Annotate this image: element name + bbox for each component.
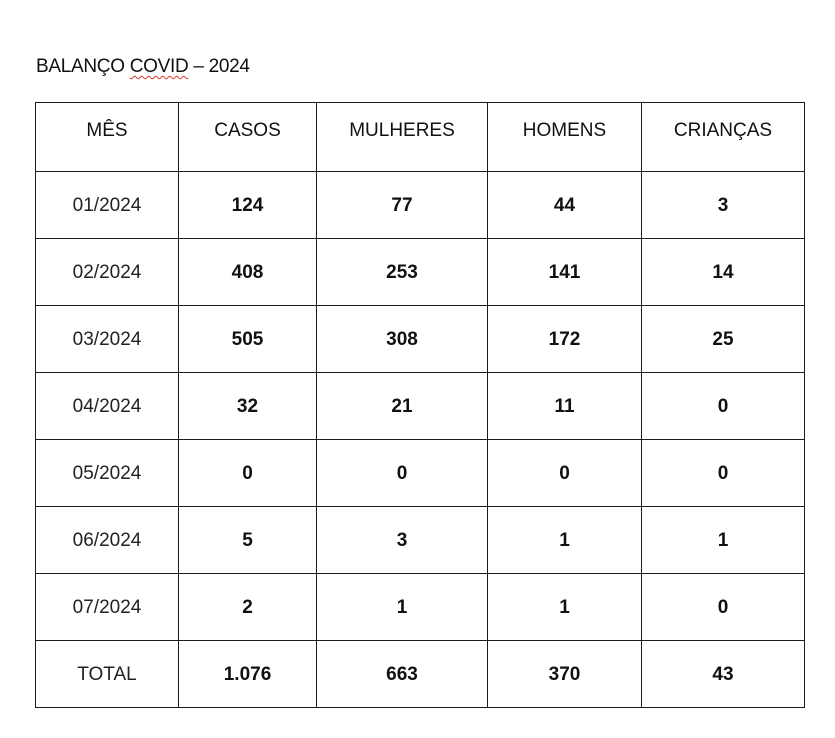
cell-mulheres[interactable]: 1 <box>317 574 488 641</box>
cell-homens[interactable]: 1 <box>488 507 642 574</box>
table-row <box>36 440 805 507</box>
cell-criancas[interactable]: 25 <box>642 306 805 373</box>
cell-mes[interactable]: 05/2024 <box>36 440 179 507</box>
cell-criancas[interactable]: 0 <box>642 373 805 440</box>
cell-criancas[interactable]: 0 <box>642 574 805 641</box>
table-row <box>36 172 805 239</box>
cell-total-label[interactable]: TOTAL <box>36 641 179 708</box>
cell-homens[interactable]: 11 <box>488 373 642 440</box>
cell-criancas[interactable]: 0 <box>642 440 805 507</box>
covid-table <box>35 102 805 708</box>
cell-mes[interactable]: 01/2024 <box>36 172 179 239</box>
cell-total-homens[interactable]: 370 <box>488 641 642 708</box>
cell-criancas[interactable]: 1 <box>642 507 805 574</box>
cell-casos[interactable]: 408 <box>179 239 317 306</box>
cell-criancas[interactable]: 3 <box>642 172 805 239</box>
cell-mulheres[interactable]: 3 <box>317 507 488 574</box>
header-casos[interactable]: CASOS <box>179 103 317 172</box>
cell-homens[interactable]: 0 <box>488 440 642 507</box>
cell-mes[interactable]: 07/2024 <box>36 574 179 641</box>
cell-total-mulheres[interactable]: 663 <box>317 641 488 708</box>
cell-mes[interactable]: 03/2024 <box>36 306 179 373</box>
cell-mulheres[interactable]: 253 <box>317 239 488 306</box>
cell-criancas[interactable]: 14 <box>642 239 805 306</box>
cell-mes[interactable]: 02/2024 <box>36 239 179 306</box>
document-title <box>36 56 250 78</box>
cell-homens[interactable]: 141 <box>488 239 642 306</box>
cell-casos[interactable]: 0 <box>179 440 317 507</box>
title-word-spellcheck[interactable]: COVID <box>129 56 189 77</box>
cell-casos[interactable]: 32 <box>179 373 317 440</box>
header-row <box>36 103 805 172</box>
cell-mes[interactable]: 06/2024 <box>36 507 179 574</box>
table-row <box>36 373 805 440</box>
table-row <box>36 239 805 306</box>
cell-mulheres[interactable]: 77 <box>317 172 488 239</box>
cell-mulheres[interactable]: 21 <box>317 373 488 440</box>
cell-casos[interactable]: 505 <box>179 306 317 373</box>
cell-total-casos[interactable]: 1.076 <box>179 641 317 708</box>
cell-homens[interactable]: 172 <box>488 306 642 373</box>
title-prefix: BALANÇO <box>36 56 130 77</box>
cell-casos[interactable]: 124 <box>179 172 317 239</box>
cell-mulheres[interactable]: 0 <box>317 440 488 507</box>
header-homens[interactable]: HOMENS <box>488 103 642 172</box>
header-criancas[interactable]: CRIANÇAS <box>642 103 805 172</box>
cell-homens[interactable]: 1 <box>488 574 642 641</box>
header-mulheres[interactable]: MULHERES <box>317 103 488 172</box>
cell-total-criancas[interactable]: 43 <box>642 641 805 708</box>
cell-mes[interactable]: 04/2024 <box>36 373 179 440</box>
cell-casos[interactable]: 5 <box>179 507 317 574</box>
cell-homens[interactable]: 44 <box>488 172 642 239</box>
table-row <box>36 574 805 641</box>
title-suffix: – 2024 <box>188 56 250 77</box>
cell-mulheres[interactable]: 308 <box>317 306 488 373</box>
table-row <box>36 507 805 574</box>
header-mes[interactable]: MÊS <box>36 103 179 172</box>
table-row <box>36 306 805 373</box>
total-row <box>36 641 805 708</box>
cell-casos[interactable]: 2 <box>179 574 317 641</box>
